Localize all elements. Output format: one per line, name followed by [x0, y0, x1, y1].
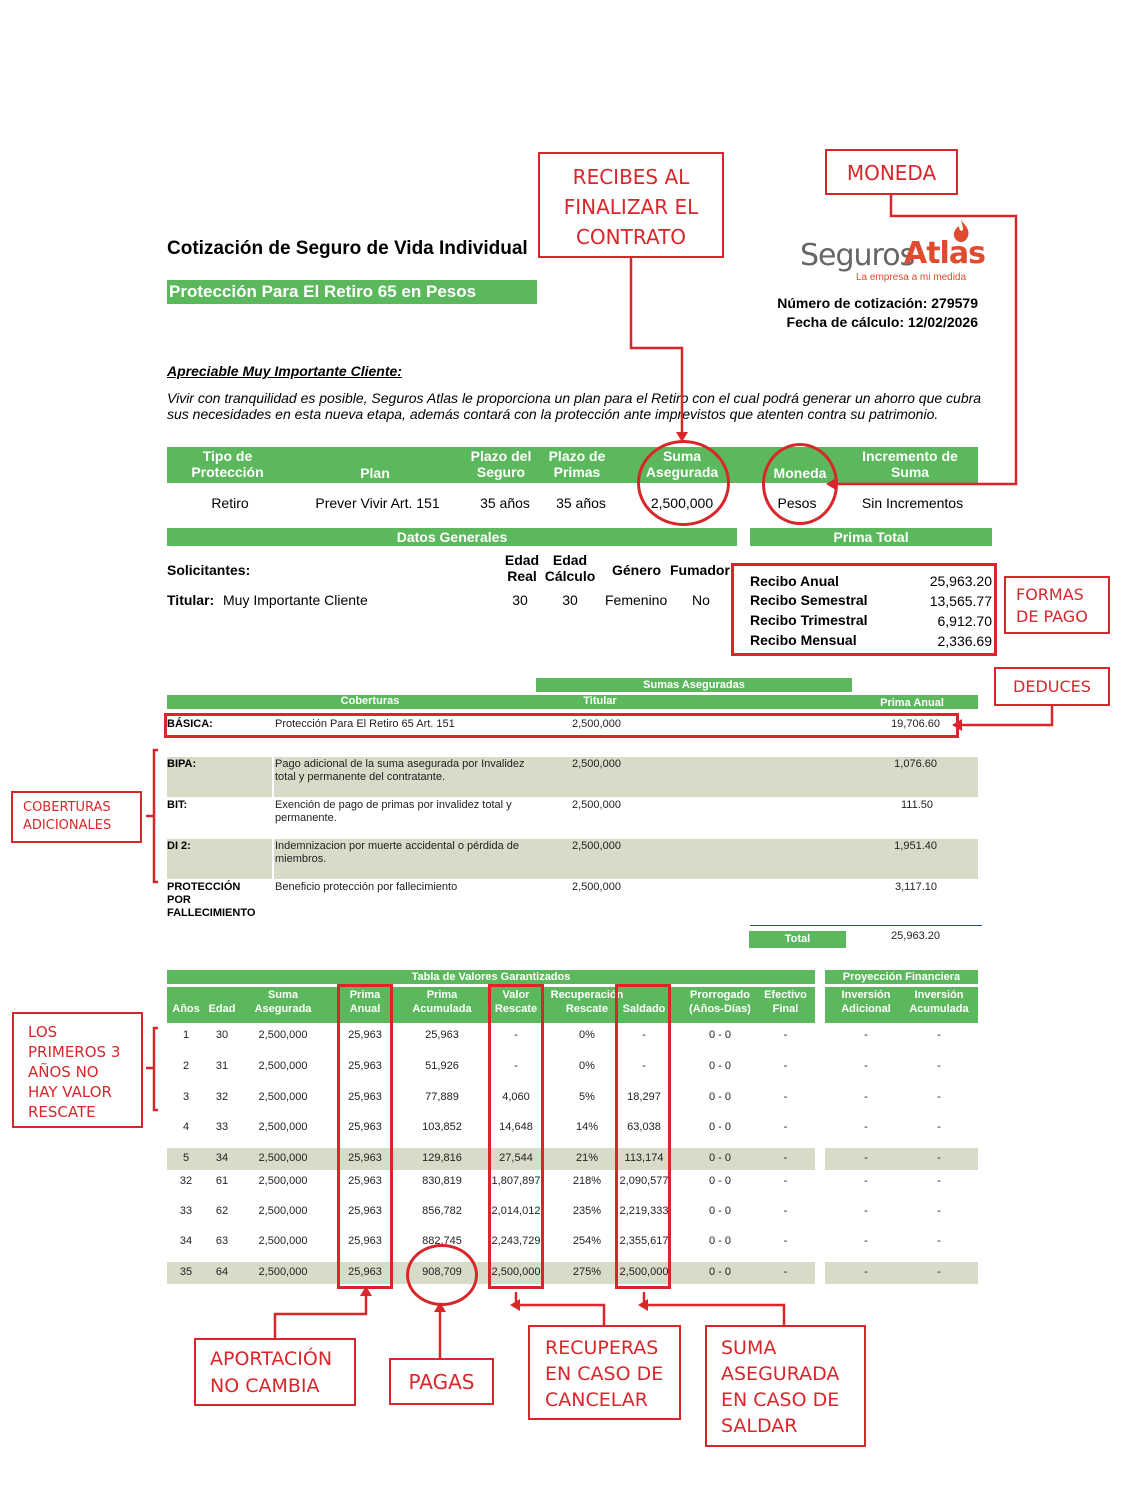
values-cell-efectivo-final: -: [783, 1060, 788, 1072]
values-cell-recuperacion-rescate: 14%: [575, 1121, 599, 1133]
values-cell-valor-rescate: -: [514, 1060, 518, 1072]
values-cell-prima-acumulada: 856,782: [422, 1205, 462, 1217]
recibo-semestral-label: Recibo Semestral: [750, 592, 868, 608]
coverage-di2-desc: Indemnizacion por muerte accidental o pérdida de miembros.: [275, 840, 519, 865]
recibo-anual-value: 25,963.20: [929, 573, 992, 589]
col-edad-calculo: Edad Cálculo: [544, 552, 596, 584]
values-cell-prima-acumulada: 882,745: [422, 1235, 462, 1247]
values-cell-recuperacion-rescate: 0%: [579, 1060, 595, 1072]
values-cell-edad: 61: [215, 1175, 229, 1187]
solicitantes-label: Solicitantes:: [167, 562, 251, 578]
values-cell-prima-acumulada: 830,819: [422, 1175, 462, 1187]
values-col-edad: Edad: [208, 1003, 236, 1015]
values-cell-saldado: 2,500,000: [619, 1266, 669, 1278]
values-cell-inversion-adicional: -: [864, 1121, 868, 1133]
values-cell-edad: 62: [215, 1205, 229, 1217]
coverage-bipa-desc: Pago adicional de la suma asegurada por Invalidez total y permanente del contratante.: [275, 758, 525, 783]
coverage-fallecimiento-suma: 2,500,000: [572, 881, 621, 893]
annotation-suma-saldar: SUMA ASEGURADA EN CASO DE SALDAR: [705, 1325, 866, 1447]
values-cell-saldado: 113,174: [624, 1152, 664, 1164]
genero: Femenino: [605, 592, 668, 608]
annotation-coberturas: COBERTURAS ADICIONALES: [11, 791, 142, 843]
values-cell-recuperacion-rescate: 235%: [572, 1205, 602, 1217]
summary-moneda: Pesos: [777, 495, 817, 511]
values-cell-edad: 32: [215, 1091, 229, 1103]
annotation-deduces: DEDUCES: [994, 667, 1110, 706]
fumador: No: [692, 592, 710, 608]
total-value: 25,963.20: [891, 930, 940, 942]
annotation-recuperas: RECUPERAS EN CASO DE CANCELAR: [528, 1325, 681, 1420]
values-col-valor-rescate: Valor Rescate: [494, 989, 538, 1015]
recibo-anual-label: Recibo Anual: [750, 573, 839, 589]
annotation-aportacion: APORTACIÓN NO CAMBIA: [194, 1338, 356, 1406]
coverage-di2-suma: 2,500,000: [572, 840, 621, 852]
annotation-pagas: PAGAS: [389, 1358, 494, 1405]
titular-label: Titular:: [167, 592, 215, 608]
values-cell-valor-rescate: 4,060: [502, 1091, 530, 1103]
titular-name: Muy Importante Cliente: [223, 592, 368, 608]
annotation-recibes: RECIBES AL FINALIZAR EL CONTRATO: [538, 152, 724, 258]
values-cell-inversion-acumulada: -: [937, 1175, 941, 1187]
values-col-prima-acumulada: Prima Acumulada: [412, 989, 472, 1015]
values-cell-prima-acumulada: 77,889: [425, 1091, 459, 1103]
values-cell-suma-asegurada: 2,500,000: [258, 1235, 308, 1247]
values-cell-prorrogado: 0 - 0: [708, 1029, 731, 1041]
values-cell-prorrogado: 0 - 0: [708, 1205, 731, 1217]
values-cell-prorrogado: 0 - 0: [708, 1152, 731, 1164]
values-cell-inversion-adicional: -: [864, 1060, 868, 1072]
values-cell-suma-asegurada: 2,500,000: [258, 1152, 308, 1164]
coverage-di2-name: DI 2:: [167, 840, 191, 852]
values-cell-efectivo-final: -: [783, 1029, 788, 1041]
recibo-semestral-value: 13,565.77: [929, 593, 992, 609]
values-cell-inversion-adicional: -: [864, 1175, 868, 1187]
col-coberturas: Coberturas: [340, 695, 400, 707]
col-edad-real: Edad Real: [504, 552, 540, 584]
values-cell-prorrogado: 0 - 0: [708, 1121, 731, 1133]
values-cell-prima-acumulada: 103,852: [422, 1121, 462, 1133]
values-cell-prima-anual: 25,963: [348, 1205, 382, 1217]
values-cell-inversion-acumulada: -: [937, 1121, 941, 1133]
values-cell-recuperacion-rescate: 5%: [579, 1091, 595, 1103]
values-cell-valor-rescate: 2,500,000: [491, 1266, 541, 1278]
coverage-bipa-suma: 2,500,000: [572, 758, 621, 770]
values-cell-valor-rescate: -: [514, 1029, 518, 1041]
values-cell-inversion-acumulada: -: [937, 1235, 941, 1247]
general-header: Datos Generales: [167, 528, 737, 546]
summary-plazo-seguro: 35 años: [480, 495, 530, 511]
values-cell-valor-rescate: 1,807,897: [491, 1175, 541, 1187]
coverage-bit-name: BIT:: [167, 799, 188, 811]
values-cell-prorrogado: 0 - 0: [708, 1266, 731, 1278]
plan-banner: Protección Para El Retiro 65 en Pesos: [167, 280, 537, 304]
values-title: Tabla de Valores Garantizados: [167, 970, 815, 984]
values-cell-inversion-acumulada: -: [937, 1205, 941, 1217]
values-cell-efectivo-final: -: [783, 1266, 788, 1278]
values-cell-valor-rescate: 27,544: [499, 1152, 533, 1164]
values-col-prorrogado: Prorrogado (Años-Días): [689, 989, 751, 1015]
coverage-basica-name: BÁSICA:: [167, 718, 213, 730]
edad-calculo: 30: [562, 592, 578, 608]
recibo-mensual-value: 2,336.69: [937, 633, 992, 649]
values-cell-anos: 33: [179, 1205, 193, 1217]
values-cell-suma-asegurada: 2,500,000: [258, 1091, 308, 1103]
col-prima-anual: Prima Anual: [880, 697, 944, 709]
values-cell-recuperacion-rescate: 254%: [572, 1235, 602, 1247]
coverage-fallecimiento-prima: 3,117.10: [894, 881, 937, 893]
recibo-trimestral-label: Recibo Trimestral: [750, 612, 868, 628]
values-cell-edad: 33: [215, 1121, 229, 1133]
values-cell-prima-anual: 25,963: [348, 1060, 382, 1072]
values-cell-inversion-acumulada: -: [937, 1091, 941, 1103]
document-title: Cotización de Seguro de Vida Individual: [167, 238, 528, 259]
logo-name-a: Seguros: [800, 238, 915, 273]
values-col-prima-anual: Prima Anual: [349, 989, 381, 1015]
values-cell-suma-asegurada: 2,500,000: [258, 1121, 308, 1133]
values-cell-prima-anual: 25,963: [348, 1235, 382, 1247]
coverage-bipa-name: BIPA:: [167, 758, 197, 770]
values-cell-saldado: 63,038: [627, 1121, 661, 1133]
coverage-basica-prima: 19,706.60: [891, 718, 940, 730]
values-cell-efectivo-final: -: [783, 1152, 788, 1164]
values-cell-efectivo-final: -: [783, 1235, 788, 1247]
values-cell-valor-rescate: 2,243,729: [491, 1235, 541, 1247]
values-cell-valor-rescate: 2,014,012: [491, 1205, 541, 1217]
values-cell-prorrogado: 0 - 0: [708, 1060, 731, 1072]
values-cell-edad: 31: [215, 1060, 229, 1072]
summary-header-plazo-seguro: Plazo del Seguro: [470, 448, 532, 480]
col-titular: Titular: [583, 695, 617, 707]
values-cell-anos: 1: [182, 1029, 190, 1041]
values-cell-prima-anual: 25,963: [348, 1152, 382, 1164]
values-cell-prima-acumulada: 51,926: [425, 1060, 459, 1072]
coverage-bit-desc: Exención de pago de primas por invalidez total y permanente.: [275, 799, 512, 824]
values-cell-suma-asegurada: 2,500,000: [258, 1205, 308, 1217]
coverage-fallecimiento-desc: Beneficio protección por fallecimiento: [275, 881, 458, 893]
values-cell-valor-rescate: 14,648: [499, 1121, 533, 1133]
values-col-anos: Años: [172, 1003, 200, 1015]
coverage-bit-prima: 111.50: [900, 799, 933, 811]
values-cell-inversion-adicional: -: [864, 1266, 868, 1278]
values-cell-efectivo-final: -: [783, 1091, 788, 1103]
values-cell-prima-anual: 25,963: [348, 1175, 382, 1187]
summary-incremento: Sin Incrementos: [861, 495, 964, 511]
values-cell-prorrogado: 0 - 0: [708, 1235, 731, 1247]
logo-tagline: La empresa a mi medida: [856, 272, 967, 283]
values-col-saldado: Saldado: [622, 1003, 666, 1015]
logo-name-b: Atlas: [904, 236, 985, 271]
values-cell-saldado: 18,297: [627, 1091, 661, 1103]
values-col-inversion-acumulada: Inversión Acumulada: [909, 989, 969, 1015]
values-cell-anos: 5: [182, 1152, 190, 1164]
annotation-moneda: MONEDA: [825, 149, 958, 195]
values-cell-inversion-acumulada: -: [937, 1029, 941, 1041]
col-genero: Género: [612, 562, 662, 578]
values-cell-anos: 35: [179, 1266, 193, 1278]
values-cell-prima-acumulada: 908,709: [422, 1266, 462, 1278]
values-cell-inversion-adicional: -: [864, 1205, 868, 1217]
values-cell-anos: 2: [182, 1060, 190, 1072]
summary-header-incremento: Incremento de Suma: [862, 448, 958, 480]
summary-header-plan: Plan: [360, 465, 390, 481]
sumas-header: Sumas Aseguradas: [536, 678, 852, 692]
summary-header-plazo-primas: Plazo de Primas: [548, 448, 606, 480]
values-cell-prima-anual: 25,963: [348, 1091, 382, 1103]
values-cell-edad: 64: [215, 1266, 229, 1278]
coverage-bipa-prima: 1,076.60: [894, 758, 937, 770]
values-cell-prorrogado: 0 - 0: [708, 1091, 731, 1103]
values-cell-efectivo-final: -: [783, 1175, 788, 1187]
values-cell-efectivo-final: -: [783, 1205, 788, 1217]
summary-suma: 2,500,000: [650, 495, 714, 511]
coverage-fallecimiento-name: PROTECCIÓN POR FALLECIMIENTO: [167, 881, 256, 919]
values-cell-prima-anual: 25,963: [348, 1121, 382, 1133]
values-cell-edad: 34: [215, 1152, 229, 1164]
coverage-bit-suma: 2,500,000: [572, 799, 621, 811]
intro-text: Vivir con tranquilidad es posible, Seguros Atlas le proporciona un plan para el Retiro con el cual podrá generar un ahorro que cubra sus necesidades en esta nueva etapa, además contará con la protección ante imprevistos que atenten contra su patrimonio.: [167, 390, 982, 422]
values-cell-suma-asegurada: 2,500,000: [258, 1060, 308, 1072]
values-cell-edad: 30: [215, 1029, 229, 1041]
values-cell-recuperacion-rescate: 218%: [572, 1175, 602, 1187]
values-cell-edad: 63: [215, 1235, 229, 1247]
values-cell-inversion-acumulada: -: [937, 1060, 941, 1072]
prima-total-header: Prima Total: [750, 528, 992, 546]
values-cell-prima-acumulada: 129,816: [422, 1152, 462, 1164]
summary-header-moneda: Moneda: [773, 465, 827, 481]
values-cell-prima-anual: 25,963: [348, 1266, 382, 1278]
values-cell-inversion-acumulada: -: [937, 1152, 941, 1164]
coverage-basica-suma: 2,500,000: [572, 718, 621, 730]
summary-plazo-primas: 35 años: [556, 495, 606, 511]
values-cell-inversion-acumulada: -: [937, 1266, 941, 1278]
summary-header-suma: Suma Asegurada: [645, 448, 719, 480]
greeting: Apreciable Muy Importante Cliente:: [167, 363, 402, 379]
calc-date: Fecha de cálculo: 12/02/2026: [786, 314, 978, 330]
values-cell-prima-anual: 25,963: [348, 1029, 382, 1041]
values-cell-prorrogado: 0 - 0: [708, 1175, 731, 1187]
values-cell-anos: 4: [182, 1121, 190, 1133]
values-col-recuperacion-rescate: Recuperación Rescate: [550, 989, 624, 1015]
values-cell-saldado: 2,219,333: [619, 1205, 669, 1217]
recibo-trimestral-value: 6,912.70: [937, 613, 992, 629]
values-cell-anos: 3: [182, 1091, 190, 1103]
values-cell-saldado: 2,090,577: [619, 1175, 669, 1187]
edad-real: 30: [512, 592, 528, 608]
recibo-mensual-label: Recibo Mensual: [750, 632, 857, 648]
values-cell-suma-asegurada: 2,500,000: [258, 1175, 308, 1187]
values-cell-inversion-adicional: -: [864, 1235, 868, 1247]
summary-plan: Prever Vivir Art. 151: [315, 495, 440, 511]
quote-number: Número de cotización: 279579: [777, 295, 978, 311]
values-cell-suma-asegurada: 2,500,000: [258, 1266, 308, 1278]
coverage-di2-prima: 1,951.40: [894, 840, 937, 852]
total-label: Total: [749, 931, 846, 948]
values-col-suma-asegurada: Suma Asegurada: [254, 989, 312, 1015]
values-cell-inversion-adicional: -: [864, 1029, 868, 1041]
values-cell-inversion-adicional: -: [864, 1091, 868, 1103]
values-cell-anos: 34: [179, 1235, 193, 1247]
values-cell-saldado: -: [642, 1060, 646, 1072]
values-cell-suma-asegurada: 2,500,000: [258, 1029, 308, 1041]
values-cell-prima-acumulada: 25,963: [425, 1029, 459, 1041]
values-cell-anos: 32: [179, 1175, 193, 1187]
values-col-efectivo-final: Efectivo Final: [764, 989, 807, 1015]
summary-header-tipo: Tipo de Protección: [191, 448, 264, 480]
values-col-inversion-adicional: Inversión Adicional: [841, 989, 891, 1015]
values-cell-inversion-adicional: -: [864, 1152, 868, 1164]
values-cell-efectivo-final: -: [783, 1121, 788, 1133]
coverage-basica-desc: Protección Para El Retiro 65 Art. 151: [275, 718, 455, 730]
values-cell-recuperacion-rescate: 0%: [579, 1029, 595, 1041]
values-cell-saldado: 2,355,617: [619, 1235, 669, 1247]
summary-tipo: Retiro: [211, 495, 249, 511]
values-cell-saldado: -: [642, 1029, 646, 1041]
values-cell-recuperacion-rescate: 275%: [572, 1266, 602, 1278]
col-fumador: Fumador: [670, 562, 730, 578]
annotation-formas-pago: FORMAS DE PAGO: [1004, 576, 1110, 634]
projection-title: Proyección Financiera: [825, 970, 978, 984]
values-cell-recuperacion-rescate: 21%: [575, 1152, 599, 1164]
annotation-primeros-anos: LOS PRIMEROS 3 AÑOS NO HAY VALOR RESCATE: [12, 1012, 143, 1128]
